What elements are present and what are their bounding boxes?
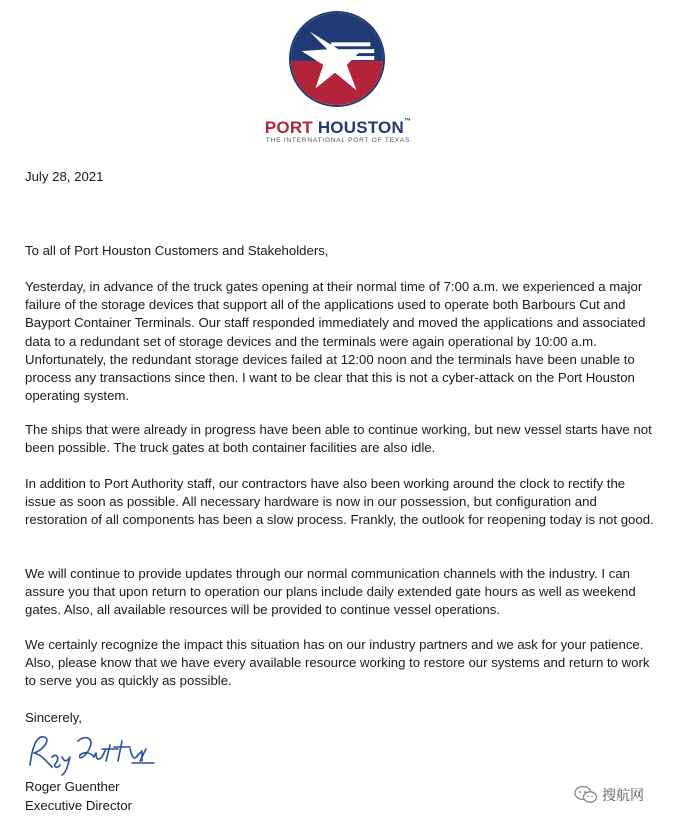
paragraph-4: We will continue to provide updates through our normal communication channels with the industry. I can assure you that upon return to operation our plans include daily extended gate hours as well as weekend gates. Also, all available resources will be provided to continue vessel operations. <box>25 566 636 618</box>
paragraph-5: We certainly recognize the impact this situation has on our industry partners and we ask for your patience. Also, please know that we have every available resource working to restore our systems and return to work to serve you as quickly as possible. <box>25 637 650 689</box>
letter-date: July 28, 2021 <box>25 169 104 184</box>
paragraph-3: In addition to Port Authority staff, our contractors have also been working around the clock to rectify the issue as soon as possible. All necessary hardware is now in our possession, but configuration and restoration of all components has been a slow process. Frankly, the outlook for reopening today is not good. <box>25 476 654 528</box>
signer-name: Roger Guenther <box>25 779 120 794</box>
letter-salutation: To all of Port Houston Customers and Stakeholders, <box>25 243 329 258</box>
brand-tagline: THE INTERNATIONAL PORT OF TEXAS <box>265 137 411 144</box>
wechat-icon <box>574 785 598 805</box>
paragraph-1: Yesterday, in advance of the truck gates opening at their normal time of 7:00 a.m. we experienced a major failure of the storage devices that support all of the applications used to operate both Barbours Cut and Bayport Container Terminals. Our staff responded immediately and moved the applications and associated data to a redundant set of storage devices and the terminals were again operational by 10:00 a.m. Unfortunately, the redundant storage devices failed at 12:00 noon and the terminals have been unable to process any transactions since then. I want to be clear that this is not a cyber-attack on the Port Houston operating system. <box>25 279 646 404</box>
watermark-text: 搜航网 <box>602 787 644 803</box>
letter-closing: Sincerely, <box>25 710 82 725</box>
brand-trademark: ™ <box>403 118 412 125</box>
brand-name <box>0 118 676 138</box>
paragraph-2: The ships that were already in progress have been able to continue working, but new vessel starts have not been possible. The truck gates at both container facilities are also idle. <box>25 422 652 456</box>
brand-port: PORT <box>264 118 313 137</box>
watermark <box>574 783 674 805</box>
brand-houston: HOUSTON <box>317 118 404 137</box>
signer-title: Executive Director <box>25 798 133 813</box>
handwritten-signature-icon <box>22 727 162 777</box>
port-houston-logo-icon <box>288 10 386 108</box>
